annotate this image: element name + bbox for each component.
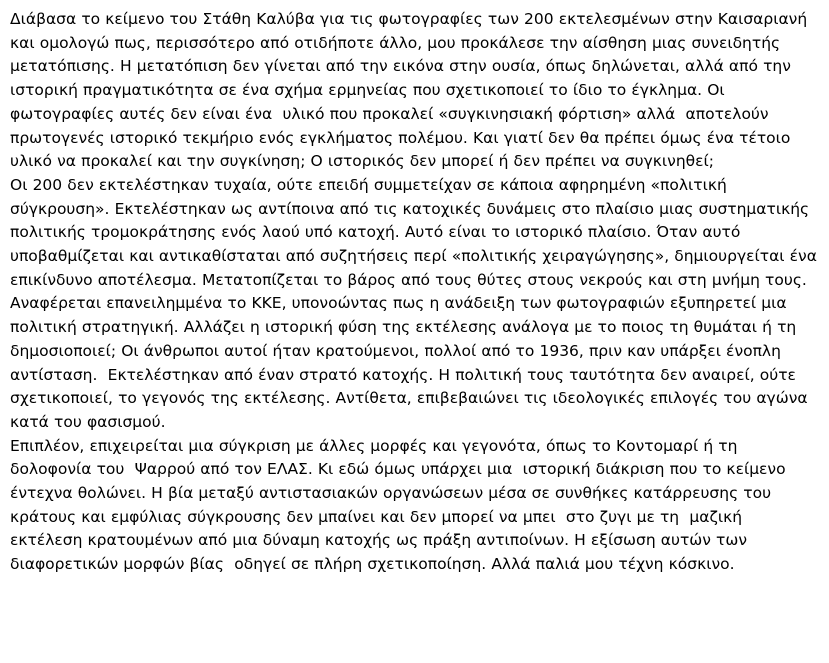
paragraph: Επιπλέον, επιχειρείται μια σύγκριση με άλλες μορφές και γεγονότα, όπως το Κοντομαρί ή τη δολοφονία του Ψαρρού από τον ΕΛΑΣ. Κι εδώ όμως υπάρχει μια ιστορική διάκριση που το κείμενο έντεχνα θολώνει. Η βία μεταξύ αντιστασιακών οργανώσεων μέσα σε συνθήκες κατάρρευσης του κράτους και εμφύλιας σύγκρουσης δεν μπαίνει και δεν μπορεί να μπει στο ζυγι με τη μαζική εκτέλεση κρατουμένων από μια δύναμη κατοχής ως πράξη αντιποίνων. Η εξίσωση αυτών των διαφορετικών μορφών βίας οδηγεί σε πλήρη σχετικοποίηση. Αλλά παλιά μου τέχνη κόσκινο. xyxy=(10,436,791,574)
paragraph: Αναφέρεται επανειλημμένα το ΚΚΕ, υπονοώντας πως η ανάδειξη των φωτογραφιών εξυπηρετεί μια πολιτική στρατηγική. Αλλάζει η ιστορική φύση της εκτέλεσης ανάλογα με το ποιος τη θυμάται ή τη δημοσιοποιεί; Οι άνθρωποι αυτοί ήταν κρατούμενοι, πολλοί από το 1936, πριν καν υπάρξει ένοπλη αντίσταση. Εκτελέστηκαν από έναν στρατό κατοχής. Η πολιτική τους ταυτότητα δεν αναιρεί, ούτε σχετικοποιεί, το γεγονός της εκτέλεσης. Αντίθετα, επιβεβαιώνει τις ιδεολογικές επιλογές του αγώνα κατά του φασισμού. xyxy=(10,294,813,431)
document-text-body xyxy=(10,8,823,577)
paragraph: Οι 200 δεν εκτελέστηκαν τυχαία, ούτε επειδή συμμετείχαν σε κάποια αφηρημένη «πολιτική σύγκρουση». Εκτελέστηκαν ως αντίποινα από τις κατοχικές δυνάμεις στο πλαίσιο μιας συστηματικής πολιτικής τρομοκράτησης ενός λαού υπό κατοχή. Αυτό είναι το ιστορικό πλαίσιο. Όταν αυτό υποβαθμίζεται και αντικαθίσταται από συζητήσεις περί «πολιτικής χειραγώγησης», δημιουργείται ένα επικίνδυνο αποτέλεσμα. Μετατοπίζεται το βάρος από τους θύτες στους νεκρούς και στη μνήμη τους. xyxy=(10,175,823,289)
paragraph: Διάβασα το κείμενο του Στάθη Καλύβα για τις φωτογραφίες των 200 εκτελεσμένων στην Καισαριανή και ομολογώ πως, περισσότερο από οτιδήποτε άλλο, μου προκάλεσε την αίσθηση μιας συνειδητής μετατόπισης. Η μετατόπιση δεν γίνεται από την εικόνα στην ουσία, όπως δηλώνεται, αλλά από την ιστορική πραγματικότητα σε ένα σχήμα ερμηνείας που σχετικοποιεί το ίδιο το έγκλημα. Οι φωτογραφίες αυτές δεν είναι ένα υλικό που προκαλεί «συγκινησιακή φόρτιση» αλλά αποτελούν πρωτογενές ιστορικό τεκμήριο ενός εγκλήματος πολέμου. Και γιατί δεν θα πρέπει όμως ένα τέτοιο υλικό να προκαλεί και την συγκίνηση; Ο ιστορικός δεν μπορεί ή δεν πρέπει να συγκινηθεί; xyxy=(10,10,813,171)
